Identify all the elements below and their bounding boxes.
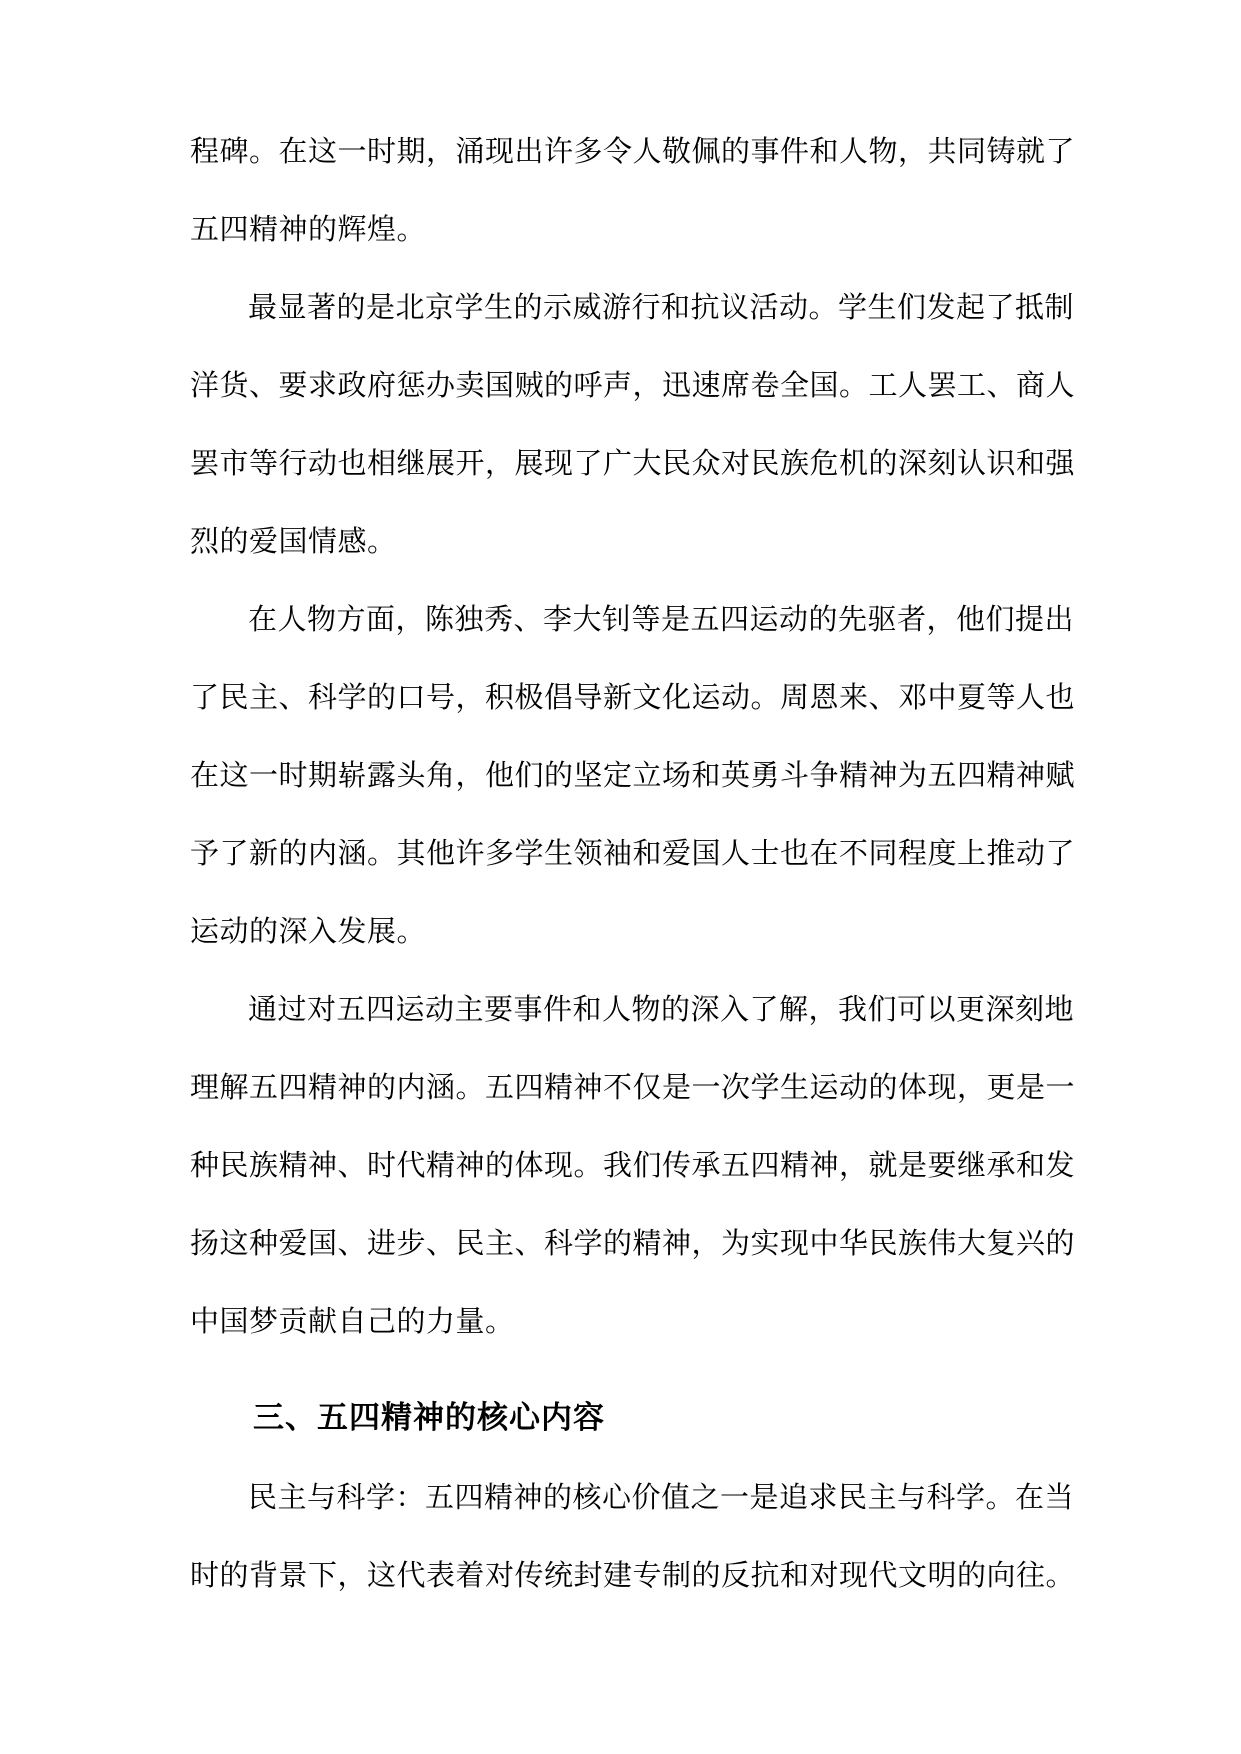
text-line: 种民族精神、时代精神的体现。我们传承五四精神，就是要继承和发 [190, 1148, 1076, 1182]
text-line: 中国梦贡献自己的力量。 [190, 1304, 515, 1338]
text-line: 予了新的内涵。其他许多学生领袖和爱国人士也在不同程度上推动了 [190, 836, 1076, 870]
text-line: 洋货、要求政府惩办卖国贼的呼声，迅速席卷全国。工人罢工、商人 [190, 368, 1076, 402]
text-line: 在这一时期崭露头角，他们的坚定立场和英勇斗争精神为五四精神赋 [190, 758, 1076, 792]
text-line: 在人物方面，陈独秀、李大钊等是五四运动的先驱者，他们提出 [248, 602, 1075, 636]
text-line: 理解五四精神的内涵。五四精神不仅是一次学生运动的体现，更是一 [190, 1070, 1076, 1104]
text-line: 扬这种爱国、进步、民主、科学的精神，为实现中华民族伟大复兴的 [190, 1226, 1076, 1260]
text-line: 五四精神的辉煌。 [190, 212, 427, 246]
text-line: 烈的爱国情感。 [190, 524, 397, 558]
text-line: 通过对五四运动主要事件和人物的深入了解，我们可以更深刻地 [248, 992, 1075, 1026]
text-line: 最显著的是北京学生的示威游行和抗议活动。学生们发起了抵制 [248, 290, 1075, 324]
text-line: 程碑。在这一时期，涌现出许多令人敬佩的事件和人物，共同铸就了 [190, 134, 1076, 168]
section-heading: 三、五四精神的核心内容 [253, 1400, 605, 1436]
text-line: 时的背景下，这代表着对传统封建专制的反抗和对现代文明的向往。 [190, 1558, 1076, 1592]
text-line: 民主与科学：五四精神的核心价值之一是追求民主与科学。在当 [248, 1480, 1075, 1514]
text-line: 罢市等行动也相继展开，展现了广大民众对民族危机的深刻认识和强 [190, 446, 1076, 480]
text-line: 了民主、科学的口号，积极倡导新文化运动。周恩来、邓中夏等人也 [190, 680, 1076, 714]
text-line: 运动的深入发展。 [190, 914, 427, 948]
